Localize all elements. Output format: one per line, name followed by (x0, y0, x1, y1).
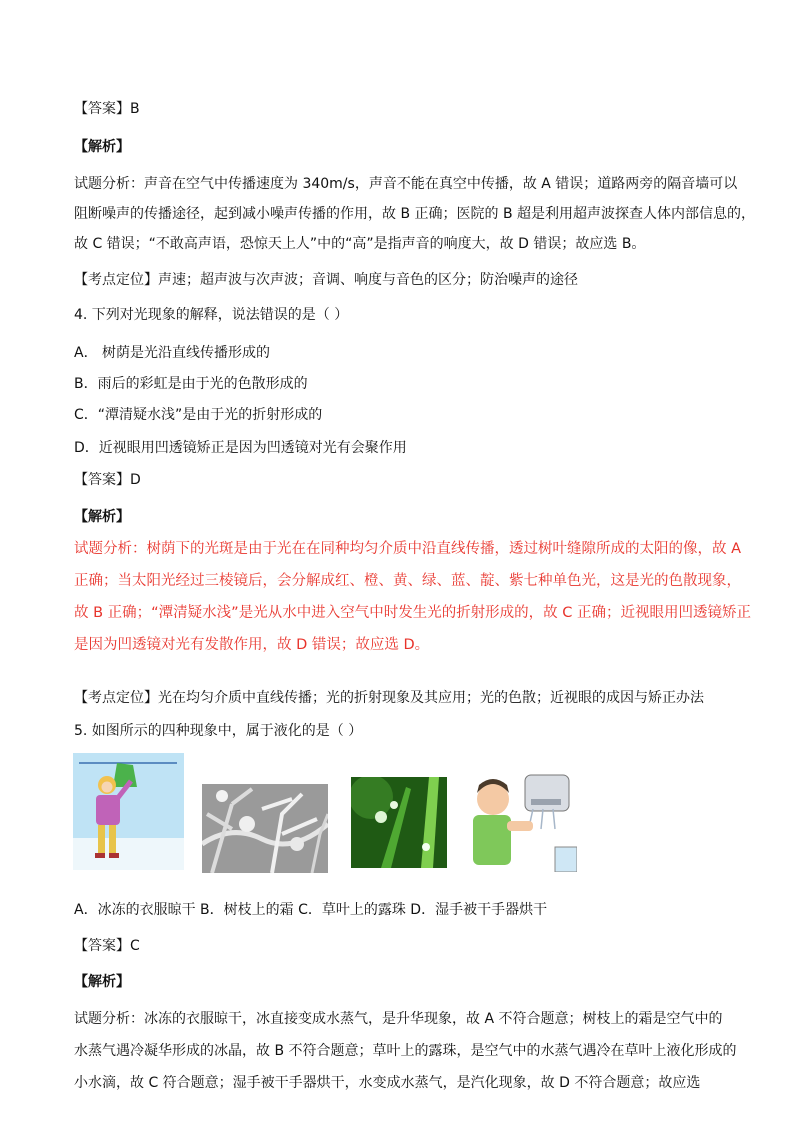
analysis-text-line: 水蒸气遇冷凝华形成的冰晶，故 B 不符合题意；草叶上的露珠，是空气中的水蒸气遇冷在草叶上液化形成的 (74, 1043, 737, 1059)
answer-label: 【答案】D (74, 472, 141, 488)
analysis-heading: 【解析】 (74, 509, 130, 525)
key-point-line: 【考点定位】光在均匀介质中直线传播；光的折射现象及其应用；光的色散；近视眼的成因与矫正办法 (74, 690, 704, 706)
frost-branches-image (202, 784, 328, 873)
analysis-heading: 【解析】 (74, 139, 130, 155)
analysis-text-line: 故 C 错误；“不敢高声语，恐惊天上人”中的“高”是指声音的响度大，故 D 错误；故应选 B。 (74, 236, 646, 252)
analysis-text-line: 试题分析：声音在空气中传播速度为 340m/s，声音不能在真空中传播，故 A 错误；道路两旁的隔音墙可以 (74, 176, 738, 192)
answer-label: 【答案】B (74, 101, 140, 117)
options-line: A．冰冻的衣服晾干 B．树枝上的霜 C．草叶上的露珠 D．湿手被干手器烘干 (74, 902, 548, 918)
hand-dryer-image (463, 769, 577, 872)
option-d: D．近视眼用凹透镜矫正是因为凹透镜对光有会聚作用 (74, 440, 407, 456)
analysis-red-line: 故 B 正确；“潭清疑水浅”是光从水中进入空气中时发生光的折射形成的，故 C 正确；近视眼用凹透镜矫正 (74, 605, 752, 621)
analysis-heading: 【解析】 (74, 974, 130, 990)
analysis-text-line: 阻断噪声的传播途径，起到减小噪声传播的作用，故 B 正确；医院的 B 超是利用超声波探查人体内部信息的， (74, 206, 756, 222)
option-b: B．雨后的彩虹是由于光的色散形成的 (74, 376, 308, 392)
frozen-clothes-image (73, 753, 184, 870)
analysis-red-line: 试题分析：树荫下的光斑是由于光在在同种均匀介质中沿直线传播，透过树叶缝隙所成的太阳的像，故 A (74, 541, 742, 557)
analysis-red-line: 正确；当太阳光经过三棱镜后，会分解成红、橙、黄、绿、蓝、靛、紫七种单色光，这是光的色散现象， (74, 573, 741, 589)
question-title: 5. 如图所示的四种现象中，属于液化的是（ ） (74, 723, 363, 739)
dewdrop-grass-image (351, 777, 447, 868)
analysis-text-line: 试题分析：冰冻的衣服晾干，冰直接变成水蒸气，是升华现象，故 A 不符合题意；树枝上的霜是空气中的 (74, 1011, 723, 1027)
answer-label: 【答案】C (74, 938, 140, 954)
analysis-red-line: 是因为凹透镜对光有发散作用，故 D 错误；故应选 D。 (74, 637, 430, 653)
analysis-text-line: 小水滴，故 C 符合题意；湿手被干手器烘干，水变成水蒸气，是汽化现象，故 D 不符合题意；故应选 (74, 1075, 701, 1091)
option-a: A． 树荫是光沿直线传播形成的 (74, 345, 271, 361)
key-point-line: 【考点定位】声速；超声波与次声波；音调、响度与音色的区分；防治噪声的途径 (74, 272, 578, 288)
question-title: 4. 下列对光现象的解释，说法错误的是（ ） (74, 307, 349, 323)
option-c: C．“潭清疑水浅”是由于光的折射形成的 (74, 407, 323, 423)
